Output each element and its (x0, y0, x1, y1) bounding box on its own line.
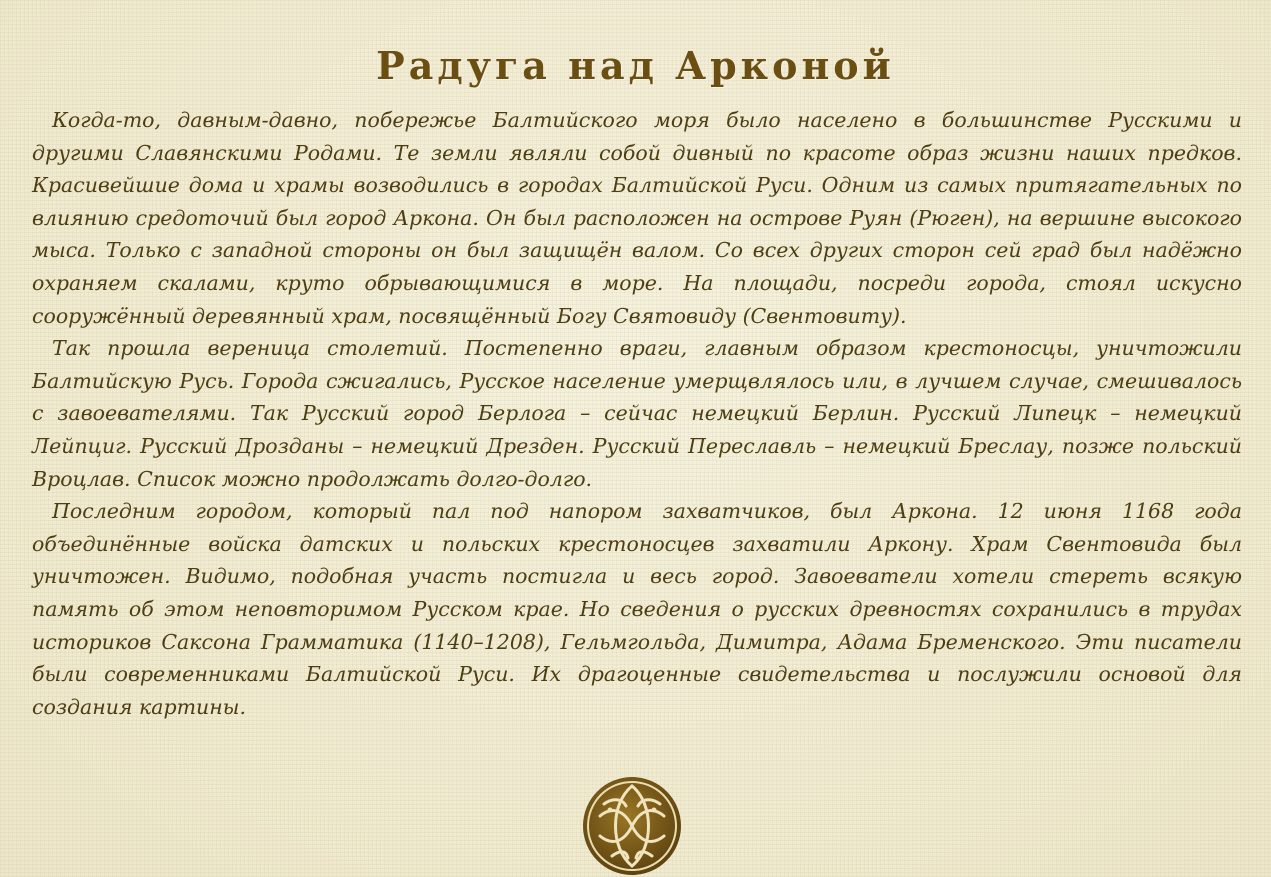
paragraph-2: Так прошла вереница столетий. Постепенно враги, главным образом крестоносцы, уничтожили Балтийскую Русь. Города сжигались, Русское население умерщвлялось или, в лучшем случае, смешивалось с завоевателями. Так Русский город Берлога – сейчас немецкий Берлин. Русский Липецк – немецкий Лейпциг. Русский Дрозданы – немецкий Дрезден. Русский Переславль – немецкий Бреслау, позже польский Вроцлав. Список можно продолжать долго-долго. (32, 336, 1242, 491)
paragraph-1: Когда-то, давным-давно, побережье Балтийского моря было населено в большинстве Русскими и другими Славянскими Родами. Те земли являли собой дивный по красоте образ жизни наших предков. Красивейшие дома и храмы возводились в городах Балтийской Руси. Одним из самых притягательных по влиянию средоточий был город Аркона. Он был расположен на острове Руян (Рюген), на вершине высокого мыса. Только с западной стороны он был защищён валом. Со всех других сторон сей град был надёжно охраняем скалами, круто обрывающимися в море. На площади, посреди города, стоял искусно сооружённый деревянный храм, посвящённый Богу Святовиду (Свентовиту). (32, 108, 1242, 328)
page-title: Радуга над Арконой (376, 43, 895, 89)
paragraph-3: Последним городом, который пал под напором захватчиков, был Аркона. 12 июня 1168 года объединённые войска датских и польских крестоносцев захватили Аркону. Храм Свентовида был уничтожен. Видимо, подобная участь постигла и весь город. Завоеватели хотели стереть всякую память об этом неповторимом Русском крае. Но сведения о русских древностях сохранились в трудах историков Саксона Грамматика (1140–1208), Гельмгольда, Димитра, Адама Бременского. Эти писатели были современниками Балтийской Руси. Их драгоценные свидетельства и послужили основой для создания картины. (32, 499, 1242, 719)
celtic-knot-emblem-icon (582, 776, 682, 876)
body-text (32, 104, 1242, 723)
